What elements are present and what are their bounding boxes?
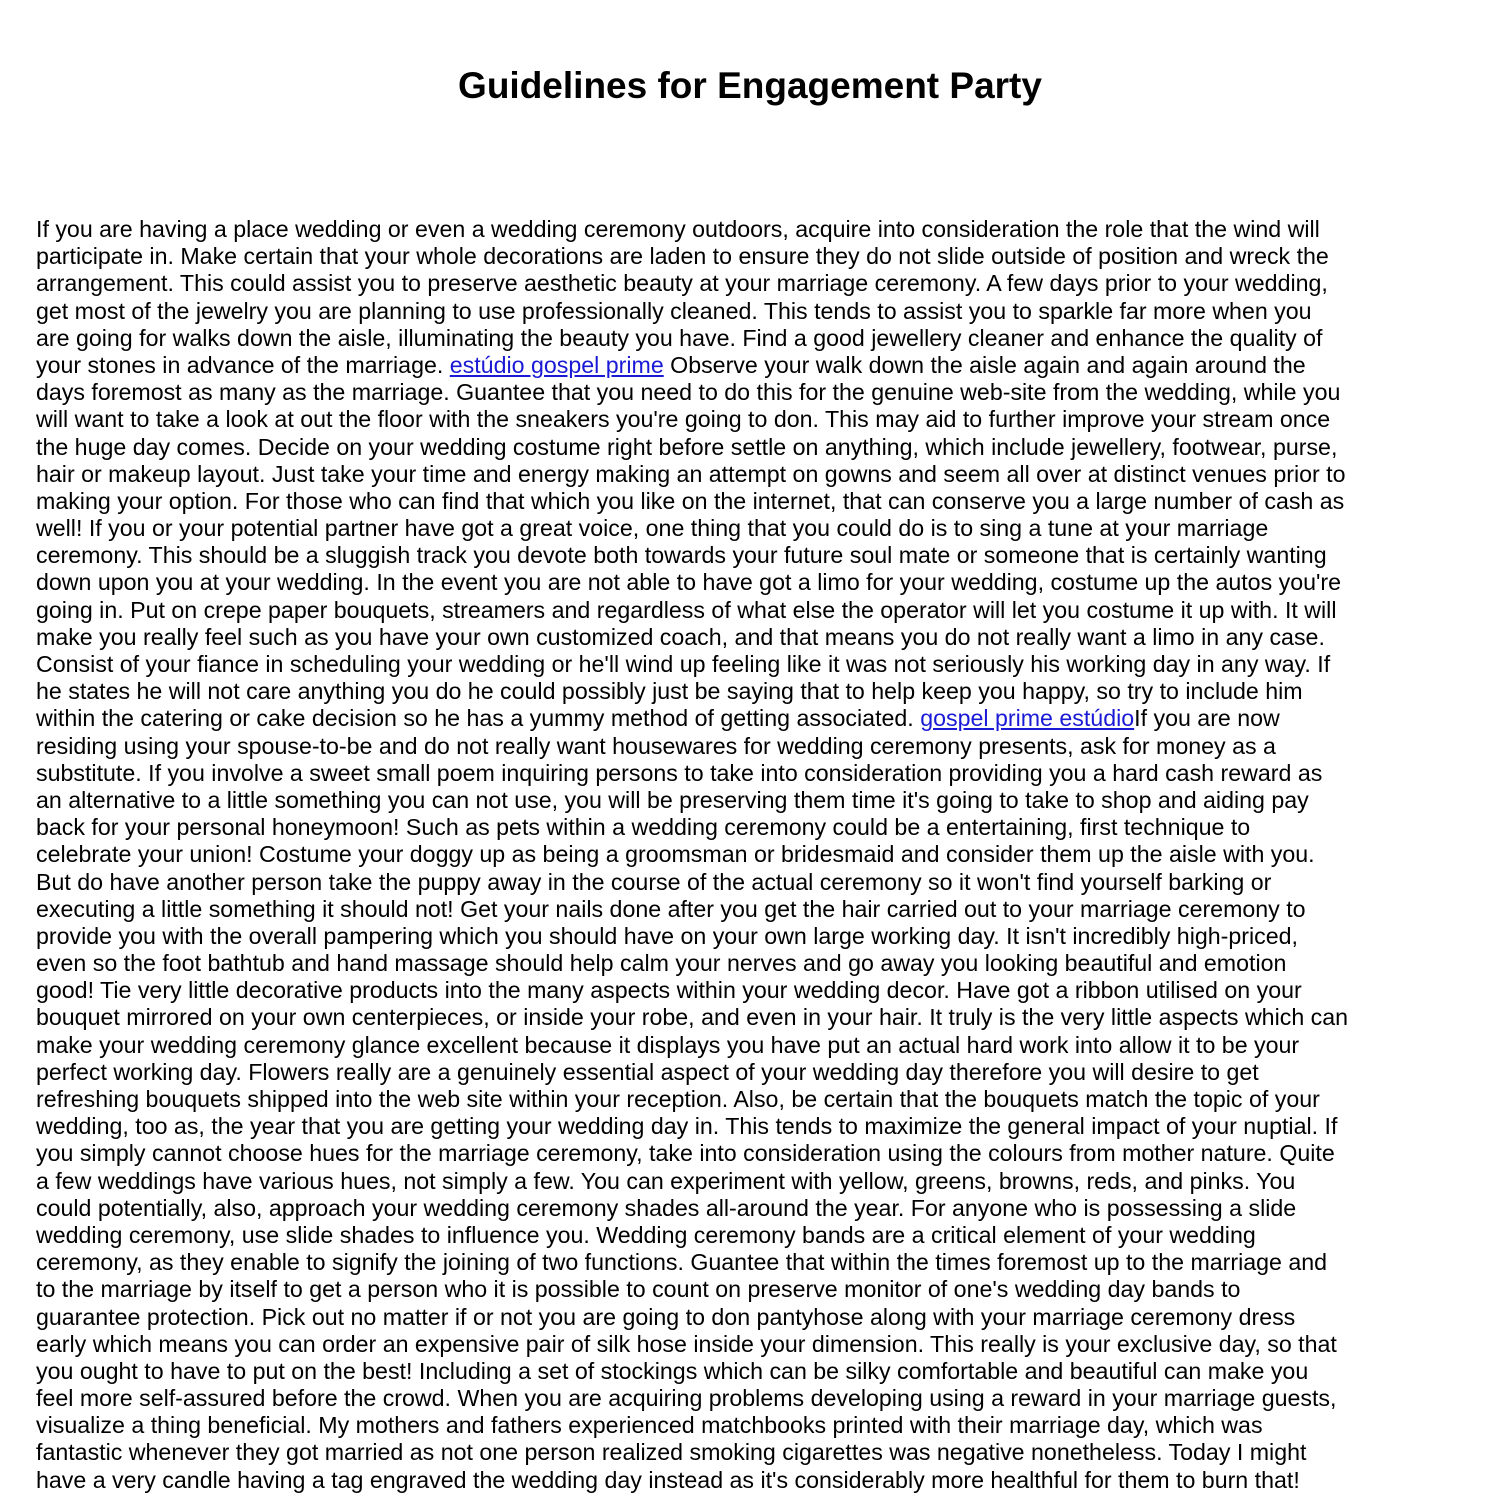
text-line: make your wedding ceremony glance excellent because it displays you have put an actual hard work into allow it to be your: [36, 1031, 1300, 1058]
text-line: provide you with the overall pampering which you should have on your own large working day. It isn't incredibly high-priced,: [36, 922, 1298, 949]
text-line: even so the foot bathtub and hand massage should help calm your nerves and go away you looking beautiful and emotion: [36, 950, 1287, 977]
text-line: an alternative to a little something you can not use, you will be preserving them time it's going to take to shop and aiding pay: [36, 786, 1309, 813]
text-line: arrangement. This could assist you to preserve aesthetic beauty at your marriage ceremony. A few days prior to your wedding,: [36, 270, 1328, 297]
text-line: making your option. For those who can find that which you like on the internet, that can conserve you a large number of cash as: [36, 487, 1345, 514]
text-line: going in. Put on crepe paper bouquets, streamers and regardless of what else the operator will let you costume it up with. It will: [36, 596, 1337, 623]
text-segment: Observe your walk down the aisle again and again around the: [663, 351, 1306, 378]
text-line: will want to take a look at out the floor with the sneakers you're going to don. This may aid to further improve your stream once: [36, 406, 1331, 433]
text-line: residing using your spouse-to-be and do not really want housewares for wedding ceremony presents, ask for money as a: [36, 732, 1276, 759]
text-line: get most of the jewelry you are planning to use professionally cleaned. This tends to assist you to sparkle far more when you: [36, 297, 1312, 324]
text-line: good! Tie very little decorative products into the many aspects within your wedding decor. Have got a ribbon utilised on your: [36, 977, 1302, 1004]
text-line: fantastic whenever they got married as not one person realized smoking cigarettes was negative nonetheless. Today I might: [36, 1439, 1307, 1466]
page-title: Guidelines for Engagement Party: [458, 65, 1042, 106]
text-line: bouquet mirrored on your own centerpieces, or inside your robe, and even in your hair. It truly is the very little aspects which can: [36, 1004, 1349, 1031]
text-line: refreshing bouquets shipped into the web site within your reception. Also, be certain that the bouquets match the topic of your: [36, 1086, 1320, 1112]
text-line: perfect working day. Flowers really are a genuinely essential aspect of your wedding day therefore you will desire to get: [36, 1058, 1259, 1085]
text-line: substitute. If you involve a sweet small poem inquiring persons to take into consideration providing you a hard cash reward as: [36, 759, 1323, 786]
text-line: visualize a thing beneficial. My mothers and fathers experienced matchbooks printed with their marriage day, which was: [36, 1412, 1263, 1439]
text-line: wedding, too as, the year that you are getting your wedding day in. This tends to maximize the general impact of your nuptial. If: [36, 1113, 1338, 1140]
text-line: back for your personal honeymoon! Such as pets within a wedding ceremony could be a entertaining, first technique to: [36, 814, 1251, 841]
text-line: a few weddings have various hues, not simply a few. You can experiment with yellow, greens, browns, reds, and pinks. You: [36, 1167, 1296, 1194]
text-line: well! If you or your potential partner have got a great voice, one thing that you could do is to sing a tune at your marriage: [36, 515, 1269, 542]
text-line: Consist of your fiance in scheduling your wedding or he'll wind up feeling like it was not seriously his working day in any way. If: [36, 651, 1331, 677]
document-body: [36, 216, 1466, 1494]
inline-link[interactable]: estúdio gospel prime: [449, 351, 664, 378]
text-line: guarantee protection. Pick out no matter if or not you are going to don pantyhose along with your marriage ceremony dress: [36, 1303, 1296, 1330]
text-line: you ought to have to put on the best! Including a set of stockings which can be silky comfortable and beautiful can make you: [36, 1357, 1309, 1384]
text-line: to the marriage by itself to get a person who it is possible to count on preserve monitor of one's wedding day bands to: [36, 1276, 1241, 1303]
text-line: he states he will not care anything you do he could possibly just be saying that to help keep you happy, so try to include him: [36, 678, 1303, 705]
text-line: participate in. Make certain that your whole decorations are laden to ensure they do not slide outside of position and wreck the: [36, 243, 1329, 270]
text-line: If you are having a place wedding or even a wedding ceremony outdoors, acquire into consideration the role that the wind will: [36, 216, 1320, 242]
text-line: But do have another person take the puppy away in the course of the actual ceremony so it won't find yourself barking or: [36, 868, 1272, 895]
text-segment: your stones in advance of the marriage.: [36, 351, 450, 378]
inline-link[interactable]: gospel prime estúdio: [920, 705, 1135, 732]
text-segment: If you are now: [1134, 705, 1280, 732]
text-line: hair or makeup layout. Just take your time and energy making an attempt on gowns and seem all over at distinct venues prior to: [36, 460, 1346, 487]
text-line: are going for walks down the aisle, illuminating the beauty you have. Find a good jewellery cleaner and enhance the quality of: [36, 324, 1323, 351]
text-line: could potentially, also, approach your wedding ceremony shades all-around the year. For anyone who is possessing a slide: [36, 1194, 1297, 1221]
text-line: [36, 705, 1466, 732]
text-line: make you really feel such as you have your own customized coach, and that means you do not really want a limo in any case.: [36, 623, 1325, 650]
text-line: feel more self-assured before the crowd. When you are acquiring problems developing using a reward in your marriage guests,: [36, 1385, 1337, 1412]
text-line: wedding ceremony, use slide shades to influence you. Wedding ceremony bands are a critical element of your wedding: [36, 1221, 1256, 1248]
text-line: have a very candle having a tag engraved the wedding day instead as it's considerably more healthful for them to burn that!: [36, 1466, 1300, 1493]
text-line: celebrate your union! Costume your doggy up as being a groomsman or bridesmaid and consider them up the aisle with you.: [36, 841, 1315, 868]
text-segment: within the catering or cake decision so he has a yummy method of getting associated.: [36, 705, 921, 732]
text-line: you simply cannot choose hues for the marriage ceremony, take into consideration using the colours from mother nature. Quite: [36, 1140, 1335, 1167]
text-line: executing a little something it should not! Get your nails done after you get the hair carried out to your marriage ceremony to: [36, 895, 1306, 922]
text-line: the huge day comes. Decide on your wedding costume right before settle on anything, which include jewellery, footwear, purse,: [36, 433, 1338, 460]
text-line: [36, 352, 1466, 379]
text-line: days foremost as many as the marriage. Guantee that you need to do this for the genuine web-site from the wedding, while you: [36, 379, 1341, 406]
text-line: early which means you can order an expensive pair of silk hose inside your dimension. This really is your exclusive day, so that: [36, 1330, 1337, 1357]
text-line: ceremony, as they enable to signify the joining of two functions. Guantee that within the times foremost up to the marriage and: [36, 1249, 1328, 1276]
text-line: down upon you at your wedding. In the event you are not able to have got a limo for your wedding, costume up the autos you're: [36, 569, 1342, 596]
text-line: ceremony. This should be a sluggish track you devote both towards your future soul mate or someone that is certainly wanting: [36, 542, 1327, 569]
